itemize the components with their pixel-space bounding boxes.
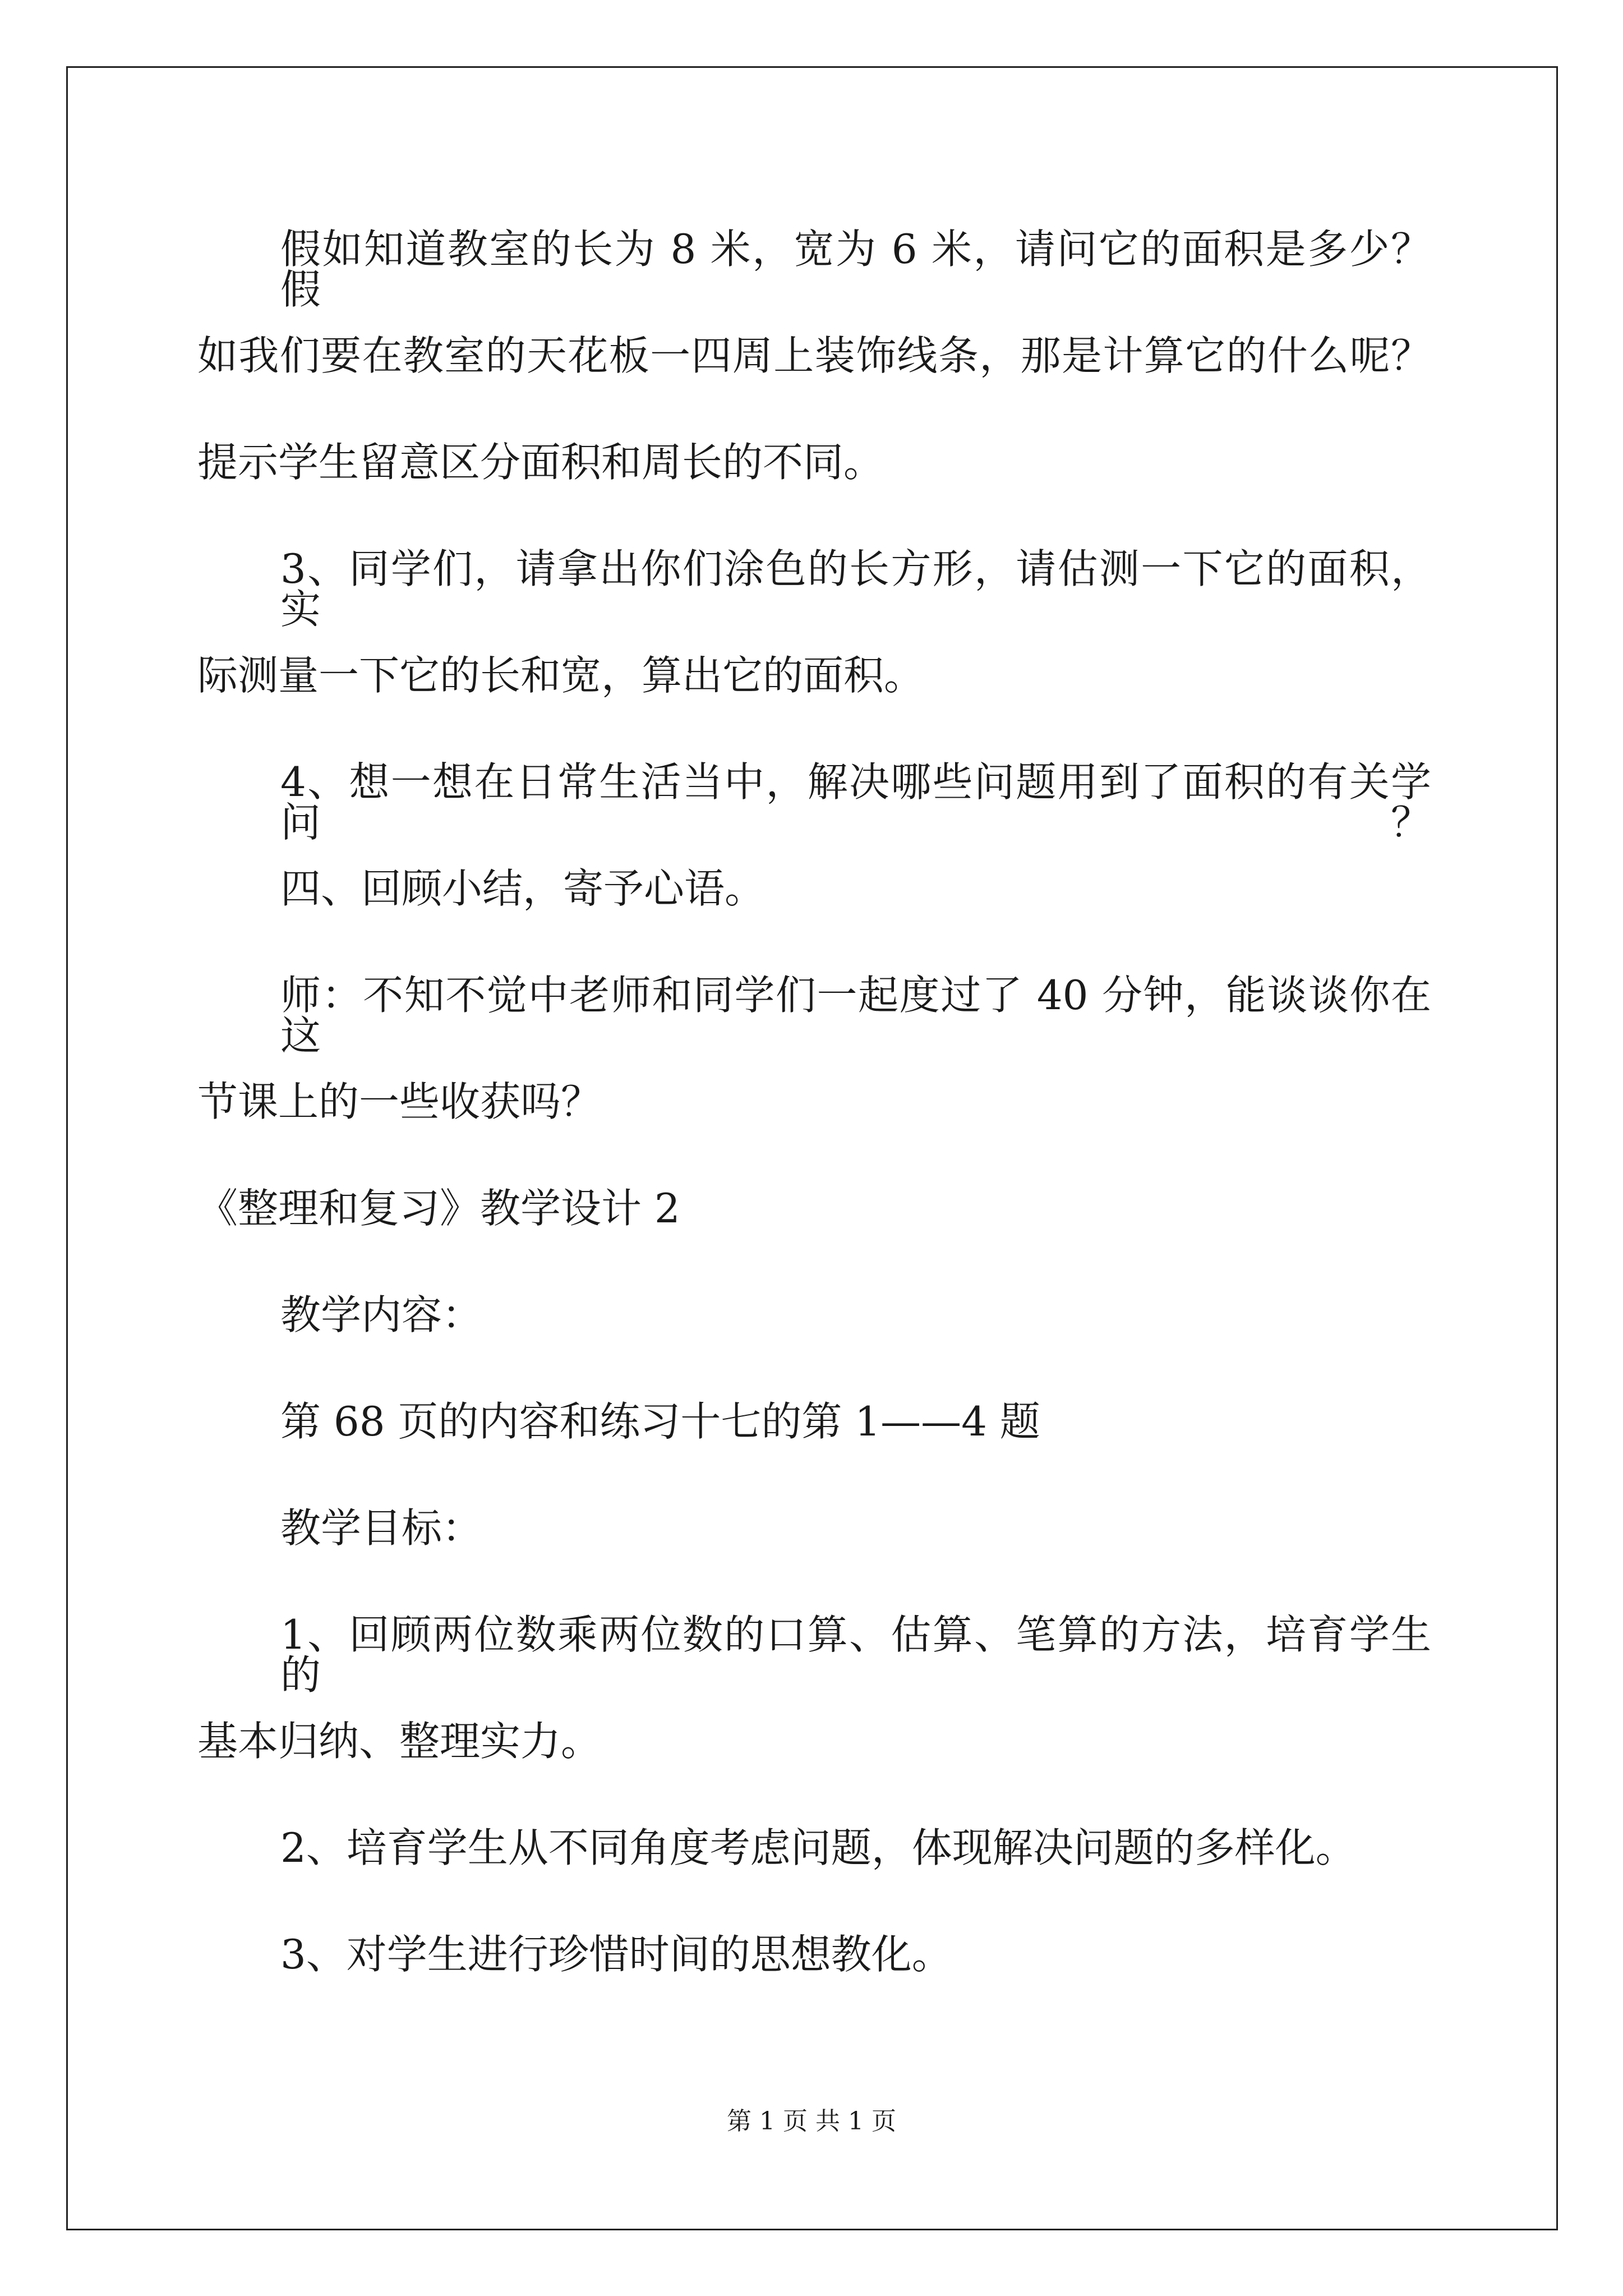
paragraph-line: 提示学生留意区分面积和周长的不同。 (197, 439, 884, 486)
paragraph-line: 2、培育学生从不同角度考虑问题，体现解决问题的多样化。 (280, 1824, 1356, 1871)
paragraph-line: 4、想一想在日常生活当中，解决哪些问题用到了面积的有关学问？ (280, 758, 1431, 846)
page-number-footer: 第 1 页 共 1 页 (727, 2107, 896, 2136)
paragraph-line: 1、回顾两位数乘两位数的口算、估算、笔算的方法，培育学生的 (280, 1611, 1431, 1699)
section-heading: 四、回顾小结，寄予心语。 (280, 865, 766, 912)
paragraph-line: 基本归纳、整理实力。 (197, 1718, 602, 1765)
document-title: 《整理和复习》教学设计 2 (197, 1185, 680, 1232)
section-label: 教学内容： (280, 1291, 483, 1338)
section-label: 教学目标： (280, 1504, 483, 1552)
paragraph-line: 第 68 页的内容和练习十七的第 1——4 题 (280, 1398, 1040, 1445)
page-border (66, 66, 1558, 2230)
paragraph-line: 3、同学们，请拿出你们涂色的长方形，请估测一下它的面积，实 (280, 545, 1431, 633)
paragraph-line: 如我们要在教室的天花板一四周上装饰线条，那是计算它的什么呢？ (197, 332, 1431, 379)
paragraph-line: 节课上的一些收获吗？ (197, 1078, 602, 1125)
paragraph-line: 假如知道教室的长为 8 米，宽为 6 米，请问它的面积是多少？假 (280, 226, 1431, 313)
paragraph-line: 3、对学生进行珍惜时间的思想教化。 (280, 1931, 952, 1978)
paragraph-line: 际测量一下它的长和宽，算出它的面积。 (197, 652, 925, 699)
paragraph-line: 师：不知不觉中老师和同学们一起度过了 40 分钟，能谈谈你在这 (280, 972, 1431, 1059)
